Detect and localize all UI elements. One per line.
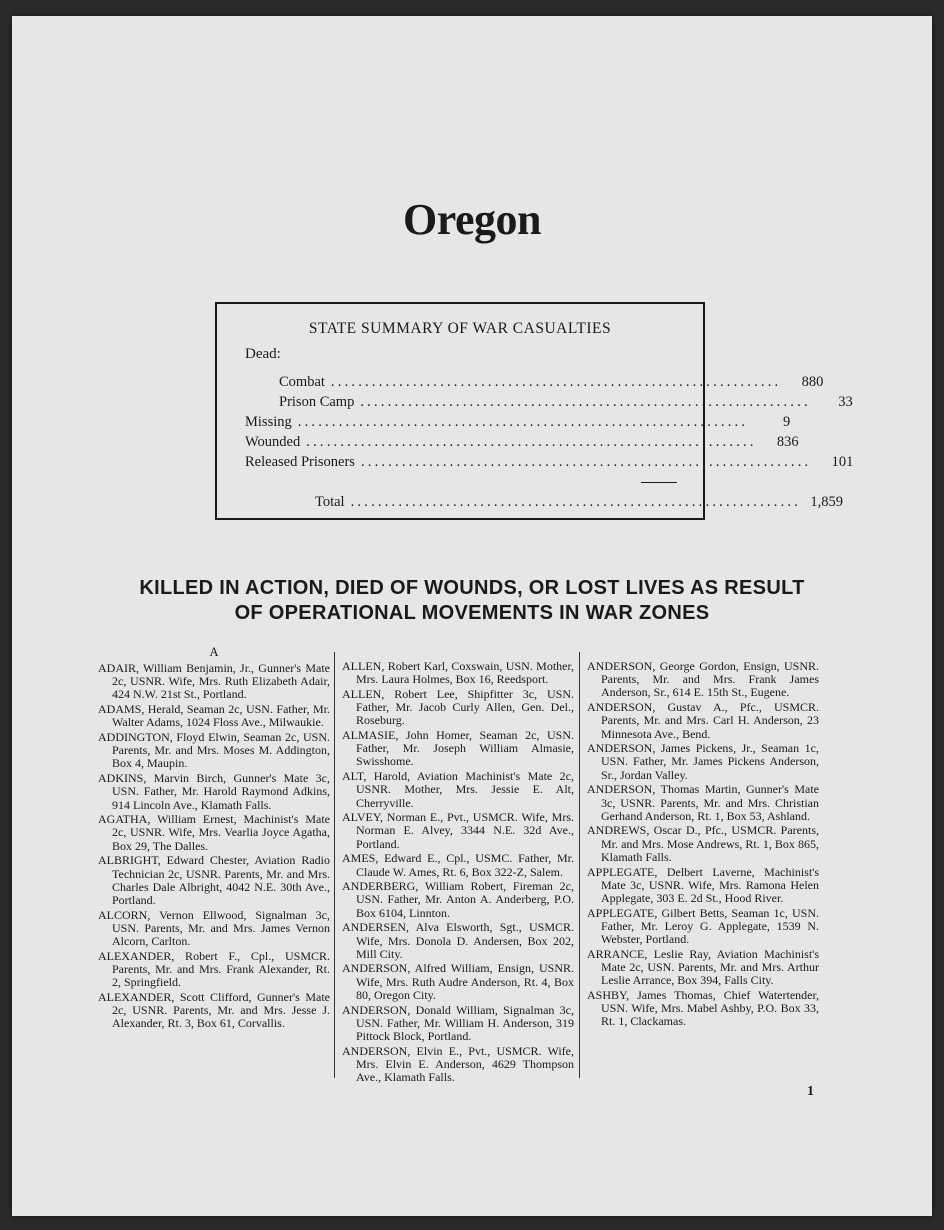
casualty-entry: ANDERSON, Alfred William, Ensign, USNR. Wife, Mrs. Ruth Audre Anderson, Rt. 4, Box 80, Oregon City.: [342, 961, 574, 1002]
leader-dots: ..................................................................: [297, 414, 749, 430]
summary-row-total: [315, 494, 844, 514]
casualty-entry: ANDERSON, James Pickens, Jr., Seaman 1c, USN. Father, Mr. James Pickens Anderson, Sr., Jordan Valley.: [587, 741, 819, 782]
casualty-entry: ANDREWS, Oscar D., Pfc., USMCR. Parents, Mr. and Mrs. Mose Andrews, Rt. 1, Box 865, Klamath Falls.: [587, 823, 819, 864]
section-heading: [12, 576, 932, 626]
leader-dots: ..................................................................: [306, 434, 757, 450]
column-divider: [579, 652, 580, 1078]
casualty-summary-box: [215, 302, 854, 520]
casualty-entry: ANDERSEN, Alva Elsworth, Sgt., USMCR. Wife, Mrs. Donola D. Andersen, Box 202, Mill City.: [342, 920, 574, 961]
casualty-entry: ANDERSON, Donald William, Signalman 3c, USN. Father, Mr. William H. Anderson, 319 Pittock Block, Portland.: [342, 1002, 574, 1043]
summary-row-prison-camp: [279, 394, 853, 414]
casualty-column-1: [98, 646, 330, 1032]
casualty-entry: ALBRIGHT, Edward Chester, Aviation Radio Technician 2c, USNR. Parents, Mr. and Mrs. Charles Dale Albright, 4042 N.E. 30th Ave., Portland.: [98, 853, 330, 907]
casualty-column-3: [587, 660, 819, 1030]
casualty-entry: ANDERSON, George Gordon, Ensign, USNR. Parents, Mr. and Mrs. Frank James Anderson, Sr., 614 E. 15th St., Eugene.: [587, 659, 819, 700]
casualty-entry: ANDERSON, Elvin E., Pvt., USMCR. Wife, Mrs. Elvin E. Anderson, 4629 Thompson Ave., Klamath Falls.: [342, 1043, 574, 1085]
page-number: 1: [807, 1084, 814, 1099]
casualty-entry: ADAMS, Herald, Seaman 2c, USN. Father, Mr. Walter Adams, 1024 Floss Ave., Milwaukie.: [98, 702, 330, 730]
casualty-entry: ANDERBERG, William Robert, Fireman 2c, USN. Father, Mr. Anton A. Anderberg, P.O. Box 6104, Linnton.: [342, 879, 574, 920]
casualty-entry: APPLEGATE, Delbert Laverne, Machinist's Mate 3c, USNR. Wife, Mrs. Ramona Helen Applegate, 303 E. 2d St., Hood River.: [587, 864, 819, 905]
leader-dots: ..................................................................: [350, 494, 802, 510]
summary-row-value: 880: [801, 374, 824, 390]
summary-row-missing: [245, 414, 791, 434]
casualty-entry: ARRANCE, Leslie Ray, Aviation Machinist's Mate 2c, USN. Parents, Mr. and Mrs. Arthur Leslie Arrance, Box 394, Falls City.: [587, 946, 819, 988]
column-divider: [334, 652, 335, 1078]
summary-row-released-prisoners: [245, 454, 854, 474]
casualty-entry: ALVEY, Norman E., Pvt., USMCR. Wife, Mrs. Norman E. Alvey, 3344 N.E. 32d Ave., Portland.: [342, 810, 574, 851]
summary-total-label: Total: [315, 494, 345, 510]
casualty-entry: AMES, Edward E., Cpl., USMC. Father, Mr. Claude W. Ames, Rt. 6, Box 322-Z, Salem.: [342, 851, 574, 879]
casualty-entry: ALLEN, Robert Karl, Coxswain, USN. Mother, Mrs. Laura Holmes, Box 16, Reedsport.: [342, 659, 574, 687]
summary-row-value: 33: [838, 394, 853, 410]
summary-row-combat: [279, 374, 824, 394]
casualty-entry: ADKINS, Marvin Birch, Gunner's Mate 3c, USN. Father, Mr. Harold Raymond Adkins, 914 Lincoln Ave., Klamath Falls.: [98, 771, 330, 812]
casualty-entry: AGATHA, William Ernest, Machinist's Mate 2c, USNR. Wife, Mrs. Vearlia Joyce Agatha, Box 29, The Dalles.: [98, 812, 330, 853]
section-heading-line-2: OF OPERATIONAL MOVEMENTS IN WAR ZONES: [234, 602, 710, 624]
casualty-entry: ALEXANDER, Robert F., Cpl., USMCR. Parents, Mr. and Mrs. Frank Alexander, Rt. 2, Springfield.: [98, 948, 330, 990]
summary-total-value: 1,859: [810, 494, 844, 510]
summary-row-wounded: [245, 434, 799, 454]
total-rule: [641, 482, 677, 483]
page-title: Oregon: [403, 195, 541, 244]
summary-row-value: 101: [831, 454, 854, 470]
summary-row-label: Missing: [245, 414, 292, 430]
summary-heading: STATE SUMMARY OF WAR CASUALTIES: [308, 320, 612, 337]
casualty-entry: ALCORN, Vernon Ellwood, Signalman 3c, USN. Parents, Mr. and Mrs. James Vernon Alcorn, Carlton.: [98, 907, 330, 949]
casualty-entry: ANDERSON, Thomas Martin, Gunner's Mate 3c, USNR. Parents, Mr. and Mrs. Christian Gerhand Anderson, Rt. 1, Box 53, Ashland.: [587, 782, 819, 823]
summary-row-label: Wounded: [245, 434, 301, 450]
section-letter: A: [209, 645, 219, 659]
leader-dots: ..................................................................: [330, 374, 782, 390]
casualty-entry: ALT, Harold, Aviation Machinist's Mate 2c, USNR. Mother, Mrs. Jessie E. Alt, Cherryville.: [342, 769, 574, 810]
casualty-entry: ALMASIE, John Homer, Seaman 2c, USN. Father, Mr. Joseph William Almasie, Swisshome.: [342, 728, 574, 769]
dead-label: Dead:: [245, 346, 281, 362]
leader-dots: ..................................................................: [360, 454, 812, 470]
summary-row-label: Released Prisoners: [245, 454, 355, 470]
casualty-entry: APPLEGATE, Gilbert Betts, Seaman 1c, USN. Father, Mr. Leroy G. Applegate, 1539 N. Webster, Portland.: [587, 905, 819, 947]
summary-row-label: Combat: [279, 374, 325, 390]
casualty-entry: ASHBY, James Thomas, Chief Watertender, USN. Wife, Mrs. Mabel Ashby, P.O. Box 33, Rt. 1, Clackamas.: [587, 987, 819, 1029]
summary-row-label: Prison Camp: [279, 394, 355, 410]
casualty-entry: ALLEN, Robert Lee, Shipfitter 3c, USN. Father, Mr. Jacob Curly Allen, Gen. Del., Roseburg.: [342, 686, 574, 728]
section-heading-line-1: KILLED IN ACTION, DIED OF WOUNDS, OR LOST LIVES AS RESULT: [139, 577, 805, 599]
casualty-entry: ANDERSON, Gustav A., Pfc., USMCR. Parents, Mr. and Mrs. Carl H. Anderson, 23 Minnesota Ave., Bend.: [587, 700, 819, 741]
summary-row-value: 836: [776, 434, 799, 450]
casualty-entry: ADDINGTON, Floyd Elwin, Seaman 2c, USN. Parents, Mr. and Mrs. Moses M. Addington, Box 4, Maupin.: [98, 730, 330, 771]
casualty-entry: ALEXANDER, Scott Clifford, Gunner's Mate 2c, USNR. Parents, Mr. and Mrs. Jesse J. Alexander, Rt. 3, Box 61, Corvallis.: [98, 989, 330, 1031]
casualty-column-2: [342, 660, 574, 1086]
summary-row-value: 9: [782, 414, 791, 430]
document-page: [12, 16, 932, 1216]
casualty-entry: ADAIR, William Benjamin, Jr., Gunner's Mate 2c, USNR. Wife, Mrs. Ruth Elizabeth Adair, 424 N.W. 21st St., Portland.: [98, 661, 330, 702]
leader-dots: ..................................................................: [360, 394, 811, 410]
